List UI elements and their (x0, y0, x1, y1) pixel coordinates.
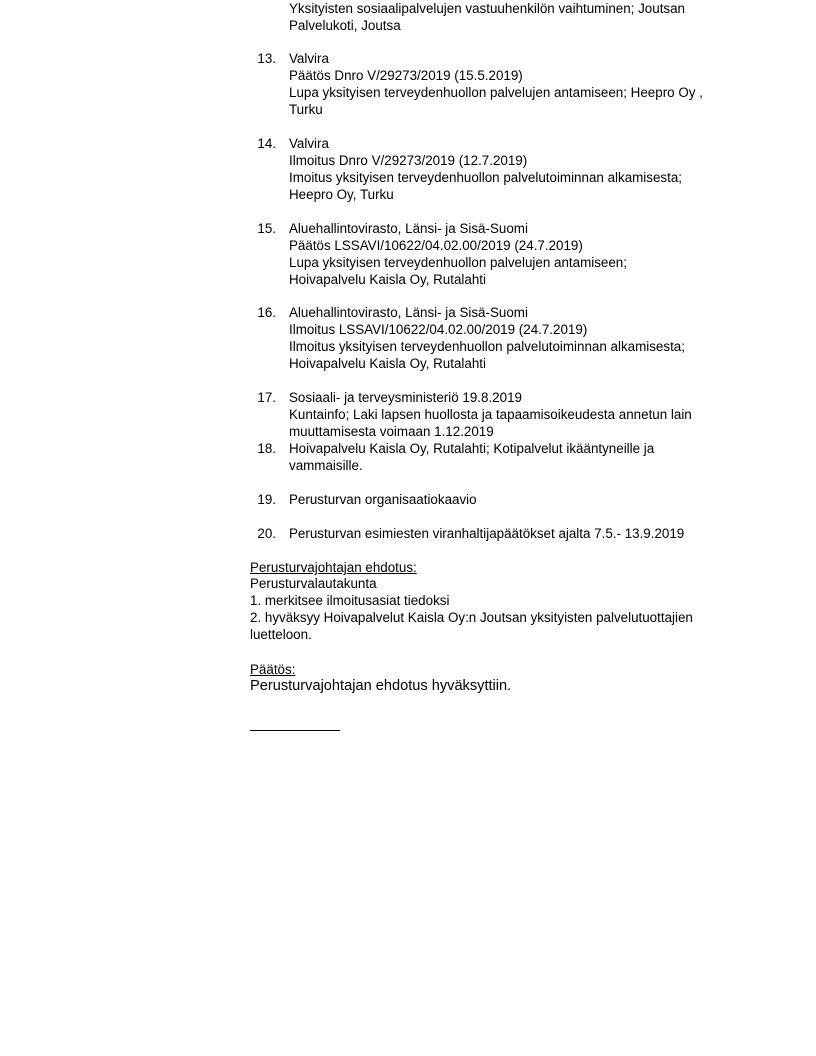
list-item-number: 19. (257, 492, 276, 507)
list-item-number: 14. (257, 136, 276, 151)
list-item-line: Hoivapalvelu Kaisla Oy, Rutalahti (289, 272, 486, 287)
list-item-line: Ilmoitus Dnro V/29273/2019 (12.7.2019) (289, 153, 528, 168)
proposal-line: luetteloon. (250, 627, 312, 642)
list-item-line: Sosiaali- ja terveysministeriö 19.8.2019 (289, 390, 522, 405)
list-item-number: 16. (257, 305, 276, 320)
proposal-line: Perusturvalautakunta (250, 576, 377, 591)
decision-heading: Päätös: (250, 662, 296, 677)
list-item-number: 17. (257, 390, 276, 405)
list-item-line: Kuntainfo; Laki lapsen huollosta ja tapaamisoikeudesta annetun lain (289, 407, 692, 422)
proposal-heading: Perusturvajohtajan ehdotus: (250, 560, 417, 575)
list-item-line: Aluehallintovirasto, Länsi- ja Sisä-Suomi (289, 305, 528, 320)
list-item-line: Perusturvan organisaatiokaavio (289, 492, 477, 507)
list-item-line: Heepro Oy, Turku (289, 187, 394, 202)
list-item-line: muuttamisesta voimaan 1.12.2019 (289, 424, 494, 439)
list-item-number: 18. (257, 441, 276, 456)
list-item-line: Hoivapalvelu Kaisla Oy, Rutalahti (289, 356, 486, 371)
continued-item-line: Yksityisten sosiaalipalvelujen vastuuhenkilön vaihtuminen; Joutsan (289, 1, 685, 16)
list-item-line: Hoivapalvelu Kaisla Oy, Rutalahti; Kotipalvelut ikääntyneille ja (289, 441, 655, 456)
continued-item-line: Palvelukoti, Joutsa (289, 18, 401, 33)
list-item-number: 15. (257, 221, 276, 236)
list-item-line: Lupa yksityisen terveydenhuollon palvelujen antamiseen; (289, 255, 627, 270)
decision-text: Perusturvajohtajan ehdotus hyväksyttiin. (250, 678, 512, 694)
list-item-line: Imoitus yksityisen terveydenhuollon palvelutoiminnan alkamisesta; (289, 170, 682, 185)
list-item-line: Ilmoitus LSSAVI/10622/04.02.00/2019 (24.7.2019) (289, 322, 588, 337)
signature-divider (250, 730, 340, 731)
list-item-line: Päätös LSSAVI/10622/04.02.00/2019 (24.7.2019) (289, 238, 583, 253)
list-item-line: vammaisille. (289, 458, 363, 473)
list-item-line: Päätös Dnro V/29273/2019 (15.5.2019) (289, 68, 523, 83)
proposal-line: 2. hyväksyy Hoivapalvelut Kaisla Oy:n Joutsan yksityisten palvelutuottajien (250, 610, 693, 625)
list-item-line: Valvira (289, 136, 329, 151)
list-item-line: Lupa yksityisen terveydenhuollon palvelujen antamiseen; Heepro Oy , (289, 85, 703, 100)
list-item-line: Turku (289, 102, 323, 117)
list-item-line: Valvira (289, 51, 329, 66)
proposal-line: 1. merkitsee ilmoitusasiat tiedoksi (250, 593, 450, 608)
list-item-number: 13. (257, 51, 276, 66)
list-item-line: Perusturvan esimiesten viranhaltijapäätökset ajalta 7.5.- 13.9.2019 (289, 526, 685, 541)
list-item-number: 20. (257, 526, 276, 541)
list-item-line: Ilmoitus yksityisen terveydenhuollon palvelutoiminnan alkamisesta; (289, 339, 685, 354)
list-item-line: Aluehallintovirasto, Länsi- ja Sisä-Suomi (289, 221, 528, 236)
